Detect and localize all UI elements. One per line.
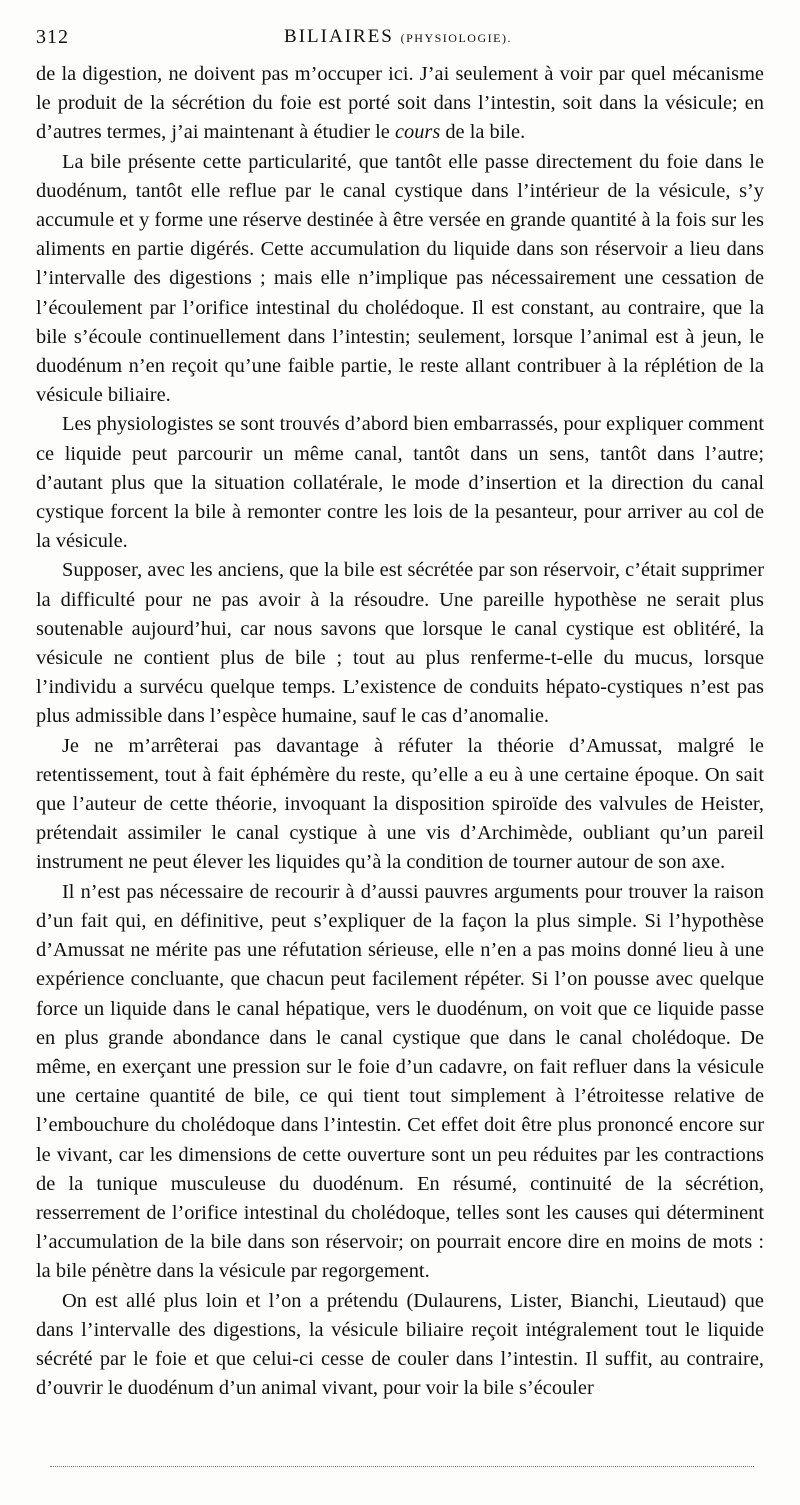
body-text	[36, 60, 764, 1403]
paragraph-text: de la digestion, ne doivent pas m’occuper ici. J’ai seulement à voir par quel mécanisme le produit de la sécrétion du foie est porté soit dans l’intestin, soit dans la vésicule; en d’autres termes, j’ai maintenant à étudier le	[36, 63, 764, 144]
paragraph: On est allé plus loin et l’on a prétendu (Dulaurens, Lister, Bianchi, Lieutaud) que dans l’intervalle des digestions, la vésicule biliaire reçoit intégralement tout le liquide sécrété par le foie et que celui-ci cesse de couler dans l’intestin. Il suffit, au contraire, d’ouvrir le duodénum d’un animal vivant, pour voir la bile s’écouler	[36, 1289, 764, 1400]
paragraph-continuation	[36, 60, 764, 148]
italic-word: cours	[394, 121, 441, 144]
page-header	[36, 26, 760, 56]
paragraph: Je ne m’arrêterai pas davantage à réfuter la théorie d’Amussat, malgré le retentissement, tout à fait éphémère du reste, qu’elle a eu à une certaine époque. On sait que l’auteur de cette théorie, invoquant la disposition spiroïde des valvules de Heister, prétendait assimiler le canal cystique à une vis d’Archimède, oubliant qu’un pareil instrument ne peut élever les liquides qu’à la condition de tourner autour de son axe.	[36, 734, 764, 874]
paragraph: Les physiologistes se sont trouvés d’abord bien embarrassés, pour expliquer comment ce liquide peut parcourir un même canal, tantôt dans un sens, tantôt dans l’autre; d’autant plus que la situation collatérale, le mode d’insertion et la direction du canal cystique forcent la bile à remonter contre les lois de la pesanteur, pour arriver au col de la vésicule.	[36, 413, 764, 553]
running-subtitle: (PHYSIOLOGIE).	[400, 31, 512, 45]
paragraph: Supposer, avec les anciens, que la bile est sécrétée par son réservoir, c’était supprimer la difficulté pour ne pas avoir à la résoudre. Une pareille hypothèse ne serait plus soutenable aujourd’hui, car nous savons que lorsque le canal cystique est oblitéré, la vésicule ne contient plus de bile ; tout au plus renferme-t-elle du mucus, lorsque l’individu a survécu quelque temps. L’existence de conduits hépato-cystiques n’est pas plus admissible dans l’espèce humaine, sauf le cas d’anomalie.	[36, 559, 764, 728]
footer-rule	[50, 1466, 754, 1467]
paragraph: Il n’est pas nécessaire de recourir à d’aussi pauvres arguments pour trouver la raison d’un fait qui, en définitive, peut s’expliquer de la façon la plus simple. Si l’hypothèse d’Amussat ne mérite pas une réfutation sérieuse, elle n’en a pas moins donné lieu à une expérience concluante, que chacun peut facilement répéter. Si l’on pousse avec quelque force un liquide dans le canal hépatique, vers le duodénum, on voit que ce liquide passe en plus grande abondance dans le canal cystique que dans le canal cholédoque. De même, en exerçant une pression sur le foie d’un cadavre, on fait refluer dans la vésicule une certaine quantité de bile, ce qui tient tout simplement à l’étroitesse relative de l’embouchure du cholédoque dans l’intestin. Cet effet doit être plus prononcé encore sur le vivant, car les dimensions de cette ouverture sont un peu réduites par les contractions de la tunique musculeuse du duodénum. En résumé, continuité de la sécrétion, resserrement de l’orifice intestinal du cholédoque, telles sont les causes qui déterminent l’accumulation de la bile dans son réservoir; on pourrait encore dire en moins de mots : la bile pénètre dans la vésicule par regorgement.	[36, 880, 764, 1283]
paragraph-text-end: de la bile.	[440, 121, 526, 144]
running-head	[36, 26, 760, 48]
page-number: 312	[36, 26, 69, 48]
paragraph: La bile présente cette particularité, que tantôt elle passe directement du foie dans le duodénum, tantôt elle reflue par le canal cystique dans l’intérieur de la vésicule, s’y accumule et y forme une réserve destinée à être versée en grande quantité à la fois sur les aliments en partie digérés. Cette accumulation du liquide dans son réservoir a lieu dans l’intervalle des digestions ; mais elle n’implique pas nécessairement une cessation de l’écoulement par l’orifice intestinal du cholédoque. Il est constant, au contraire, que la bile s’écoule continuellement dans l’intestin; seulement, lorsque l’animal est à jeun, le duodénum n’en reçoit qu’une faible partie, le reste allant contribuer à la réplétion de la vésicule biliaire.	[36, 150, 764, 407]
running-title: BILIAIRES	[284, 26, 394, 47]
